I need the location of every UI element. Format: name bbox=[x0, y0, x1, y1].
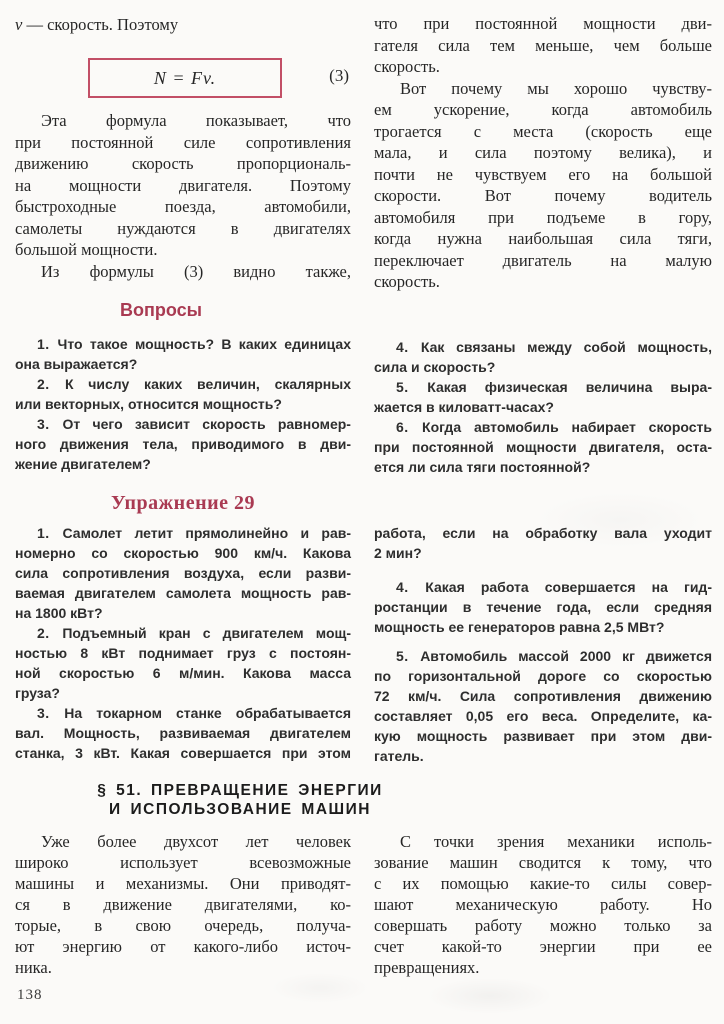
text-line: почти не чувствуем его на большой bbox=[374, 164, 712, 184]
text-line: совершать работу можно только за bbox=[374, 916, 712, 935]
item-number: 1. bbox=[37, 525, 63, 541]
text-line: груза? bbox=[15, 685, 60, 701]
text-line: самолеты нуждаются в двигателях bbox=[15, 218, 351, 238]
text-line: ют энергию от какого-либо источ- bbox=[15, 937, 351, 956]
text-line: сила и скорость? bbox=[374, 359, 496, 375]
text-line: 3. От чего зависит скорость равномер- bbox=[37, 416, 351, 432]
text-line: мала, и сила поэтому велика), и bbox=[374, 143, 712, 162]
text-line: 2. Подъемный кран с двигателем мощ- bbox=[37, 625, 351, 641]
intro-line: v — скорость. Поэтому bbox=[15, 15, 179, 34]
text-line: зование машин сводится к тому, что bbox=[374, 853, 712, 872]
formula-box bbox=[88, 58, 282, 98]
text-line: при постоянной мощности двигателя, оста- bbox=[374, 439, 712, 455]
text-line: скорость. bbox=[374, 272, 440, 291]
text-line: что при постоянной мощности дви- bbox=[374, 14, 712, 33]
text-line: с их помощью какие-то силы совер- bbox=[374, 874, 712, 893]
text-line: по горизонтальной дороге со скоростью bbox=[374, 668, 712, 684]
text-line: на 1800 кВт? bbox=[15, 605, 103, 621]
text-line: переключает двигатель на малую bbox=[374, 250, 712, 270]
section-paragraph-right bbox=[374, 831, 712, 978]
text-line: автомобиля при подъеме в гору, bbox=[374, 207, 712, 227]
text-line: работа, если на обработку вала уходит bbox=[374, 525, 712, 541]
exercise-list-right bbox=[374, 523, 712, 766]
questions-heading: Вопросы bbox=[119, 300, 202, 320]
item-number: 3. bbox=[37, 705, 65, 721]
text-line: ваемая двигателем самолета мощность рав- bbox=[15, 585, 351, 601]
item-number: 5. bbox=[396, 648, 421, 664]
section-heading-line1: § 51. ПРЕВРАЩЕНИЕ ЭНЕРГИИ bbox=[97, 782, 383, 799]
text-line: счет какой-то энергии при ее bbox=[374, 937, 712, 956]
text-line: 5. Какая физическая величина выра- bbox=[396, 379, 712, 395]
text-line: большой мощности. bbox=[15, 240, 158, 259]
text-line: составляет 0,05 его веса. Определите, ка- bbox=[374, 708, 712, 724]
text-line: Эта формула показывает, что bbox=[41, 111, 351, 130]
text-line: когда нужна наибольшая сила тяги, bbox=[374, 229, 712, 248]
questions-list-right bbox=[374, 337, 712, 477]
item-number: 4. bbox=[396, 579, 426, 595]
item-number: 5. bbox=[396, 379, 428, 395]
text-line: 4. Как связаны между собой мощность, bbox=[396, 339, 712, 355]
text-line: 6. Когда автомобиль набирает скорость bbox=[396, 419, 712, 435]
text-line: 5. Автомобиль массой 2000 кг движется bbox=[396, 648, 712, 664]
text-line: 72 км/ч. Сила сопротивления движению bbox=[374, 688, 712, 704]
text-line: ностью 8 кВт поднимает груз с постоян- bbox=[15, 645, 351, 661]
text-line: шают механическую работу. Но bbox=[374, 895, 712, 914]
questions-list-left bbox=[15, 334, 351, 474]
section-heading-line2: И ИСПОЛЬЗОВАНИЕ МАШИН bbox=[109, 801, 371, 818]
text-line: ся в движение двигателями, ко- bbox=[15, 895, 351, 914]
section-heading bbox=[40, 781, 440, 819]
exercise-list-left bbox=[15, 523, 351, 763]
text-line: превращениях. bbox=[374, 958, 480, 977]
text-line: ной скоростью 6 м/мин. Какова масса bbox=[15, 665, 351, 681]
item-number: 2. bbox=[37, 625, 63, 641]
text-line: кую мощность развивает при этом дви- bbox=[374, 728, 712, 744]
text-line: 3. На токарном станке обрабатывается bbox=[37, 705, 351, 721]
text-line: 2. К числу каких величин, скалярных bbox=[37, 376, 351, 392]
text-line: жается в киловатт-часах? bbox=[374, 399, 554, 415]
text-line: быстроходные поезда, автомобили, bbox=[15, 197, 351, 216]
paragraph-left-top bbox=[15, 110, 351, 282]
text-line: ного движения тела, приводимого в дви- bbox=[15, 436, 351, 452]
text-line: ника. bbox=[15, 958, 52, 977]
text-line: гатель. bbox=[374, 748, 424, 764]
text-line: 1. Самолет летит прямолинейно и рав- bbox=[37, 525, 351, 541]
text-line: при постоянной силе сопротивления bbox=[15, 132, 351, 152]
text-line: Вот почему мы хорошо чувству- bbox=[400, 78, 712, 98]
formula-number: (3) bbox=[329, 66, 349, 85]
text-line: 1. Что такое мощность? В каких единицах bbox=[37, 336, 351, 352]
text-line: торые, в свою очередь, получа- bbox=[15, 916, 351, 935]
text-line: станка, 3 кВт. Какая совершается при этом bbox=[15, 745, 351, 761]
text-line: ется ли сила тяги постоянной? bbox=[374, 459, 591, 475]
text-line: машины и механизмы. Они приводят- bbox=[15, 874, 351, 893]
text-line: или векторных, относится мощность? bbox=[15, 396, 282, 412]
text-line: скорости. Вот почему водитель bbox=[374, 186, 712, 205]
text-line: мощность ее генераторов равна 2,5 МВт? bbox=[374, 619, 665, 635]
text-line: ем ускорение, когда автомобиль bbox=[374, 100, 712, 119]
text-line: сила сопротивления воздуха, если разви- bbox=[15, 565, 351, 581]
text-line: скорость. bbox=[374, 57, 440, 76]
page-number: 138 bbox=[17, 987, 43, 1003]
text-line: вал. Мощность, развиваемая двигателем bbox=[15, 725, 351, 741]
text-line: Из формулы (3) видно также, bbox=[41, 261, 351, 281]
text-line: ростанции в течение года, если средняя bbox=[374, 599, 712, 615]
item-number: 6. bbox=[396, 419, 423, 435]
text-line: широко использует всевозможные bbox=[15, 853, 351, 872]
text-line: 2 мин? bbox=[374, 545, 422, 561]
text-line: С точки зрения механики исполь- bbox=[400, 832, 712, 851]
formula-row bbox=[15, 58, 351, 100]
text-line: движению скорость пропорциональ- bbox=[15, 154, 351, 173]
text-line: она выражается? bbox=[15, 356, 138, 372]
item-number: 1. bbox=[37, 336, 58, 352]
item-number: 3. bbox=[37, 416, 63, 432]
item-number: 4. bbox=[396, 339, 421, 355]
paragraph-right-top bbox=[374, 13, 712, 293]
text-line: на мощности двигателя. Поэтому bbox=[15, 175, 351, 195]
text-line: трогается с места (скорость еще bbox=[374, 121, 712, 141]
section-paragraph-left bbox=[15, 831, 351, 978]
text-line: номерно со скоростью 900 км/ч. Какова bbox=[15, 545, 351, 561]
item-number: 2. bbox=[37, 376, 65, 392]
exercise-heading: Упражнение 29 bbox=[110, 492, 255, 514]
text-line: гателя сила тем меньше, чем больше bbox=[374, 35, 712, 55]
formula-expression: N = Fv. bbox=[153, 67, 217, 88]
text-line: Уже более двухсот лет человек bbox=[41, 832, 351, 851]
text-line: жение двигателем? bbox=[15, 456, 151, 472]
text-line: 4. Какая работа совершается на гид- bbox=[396, 579, 712, 595]
